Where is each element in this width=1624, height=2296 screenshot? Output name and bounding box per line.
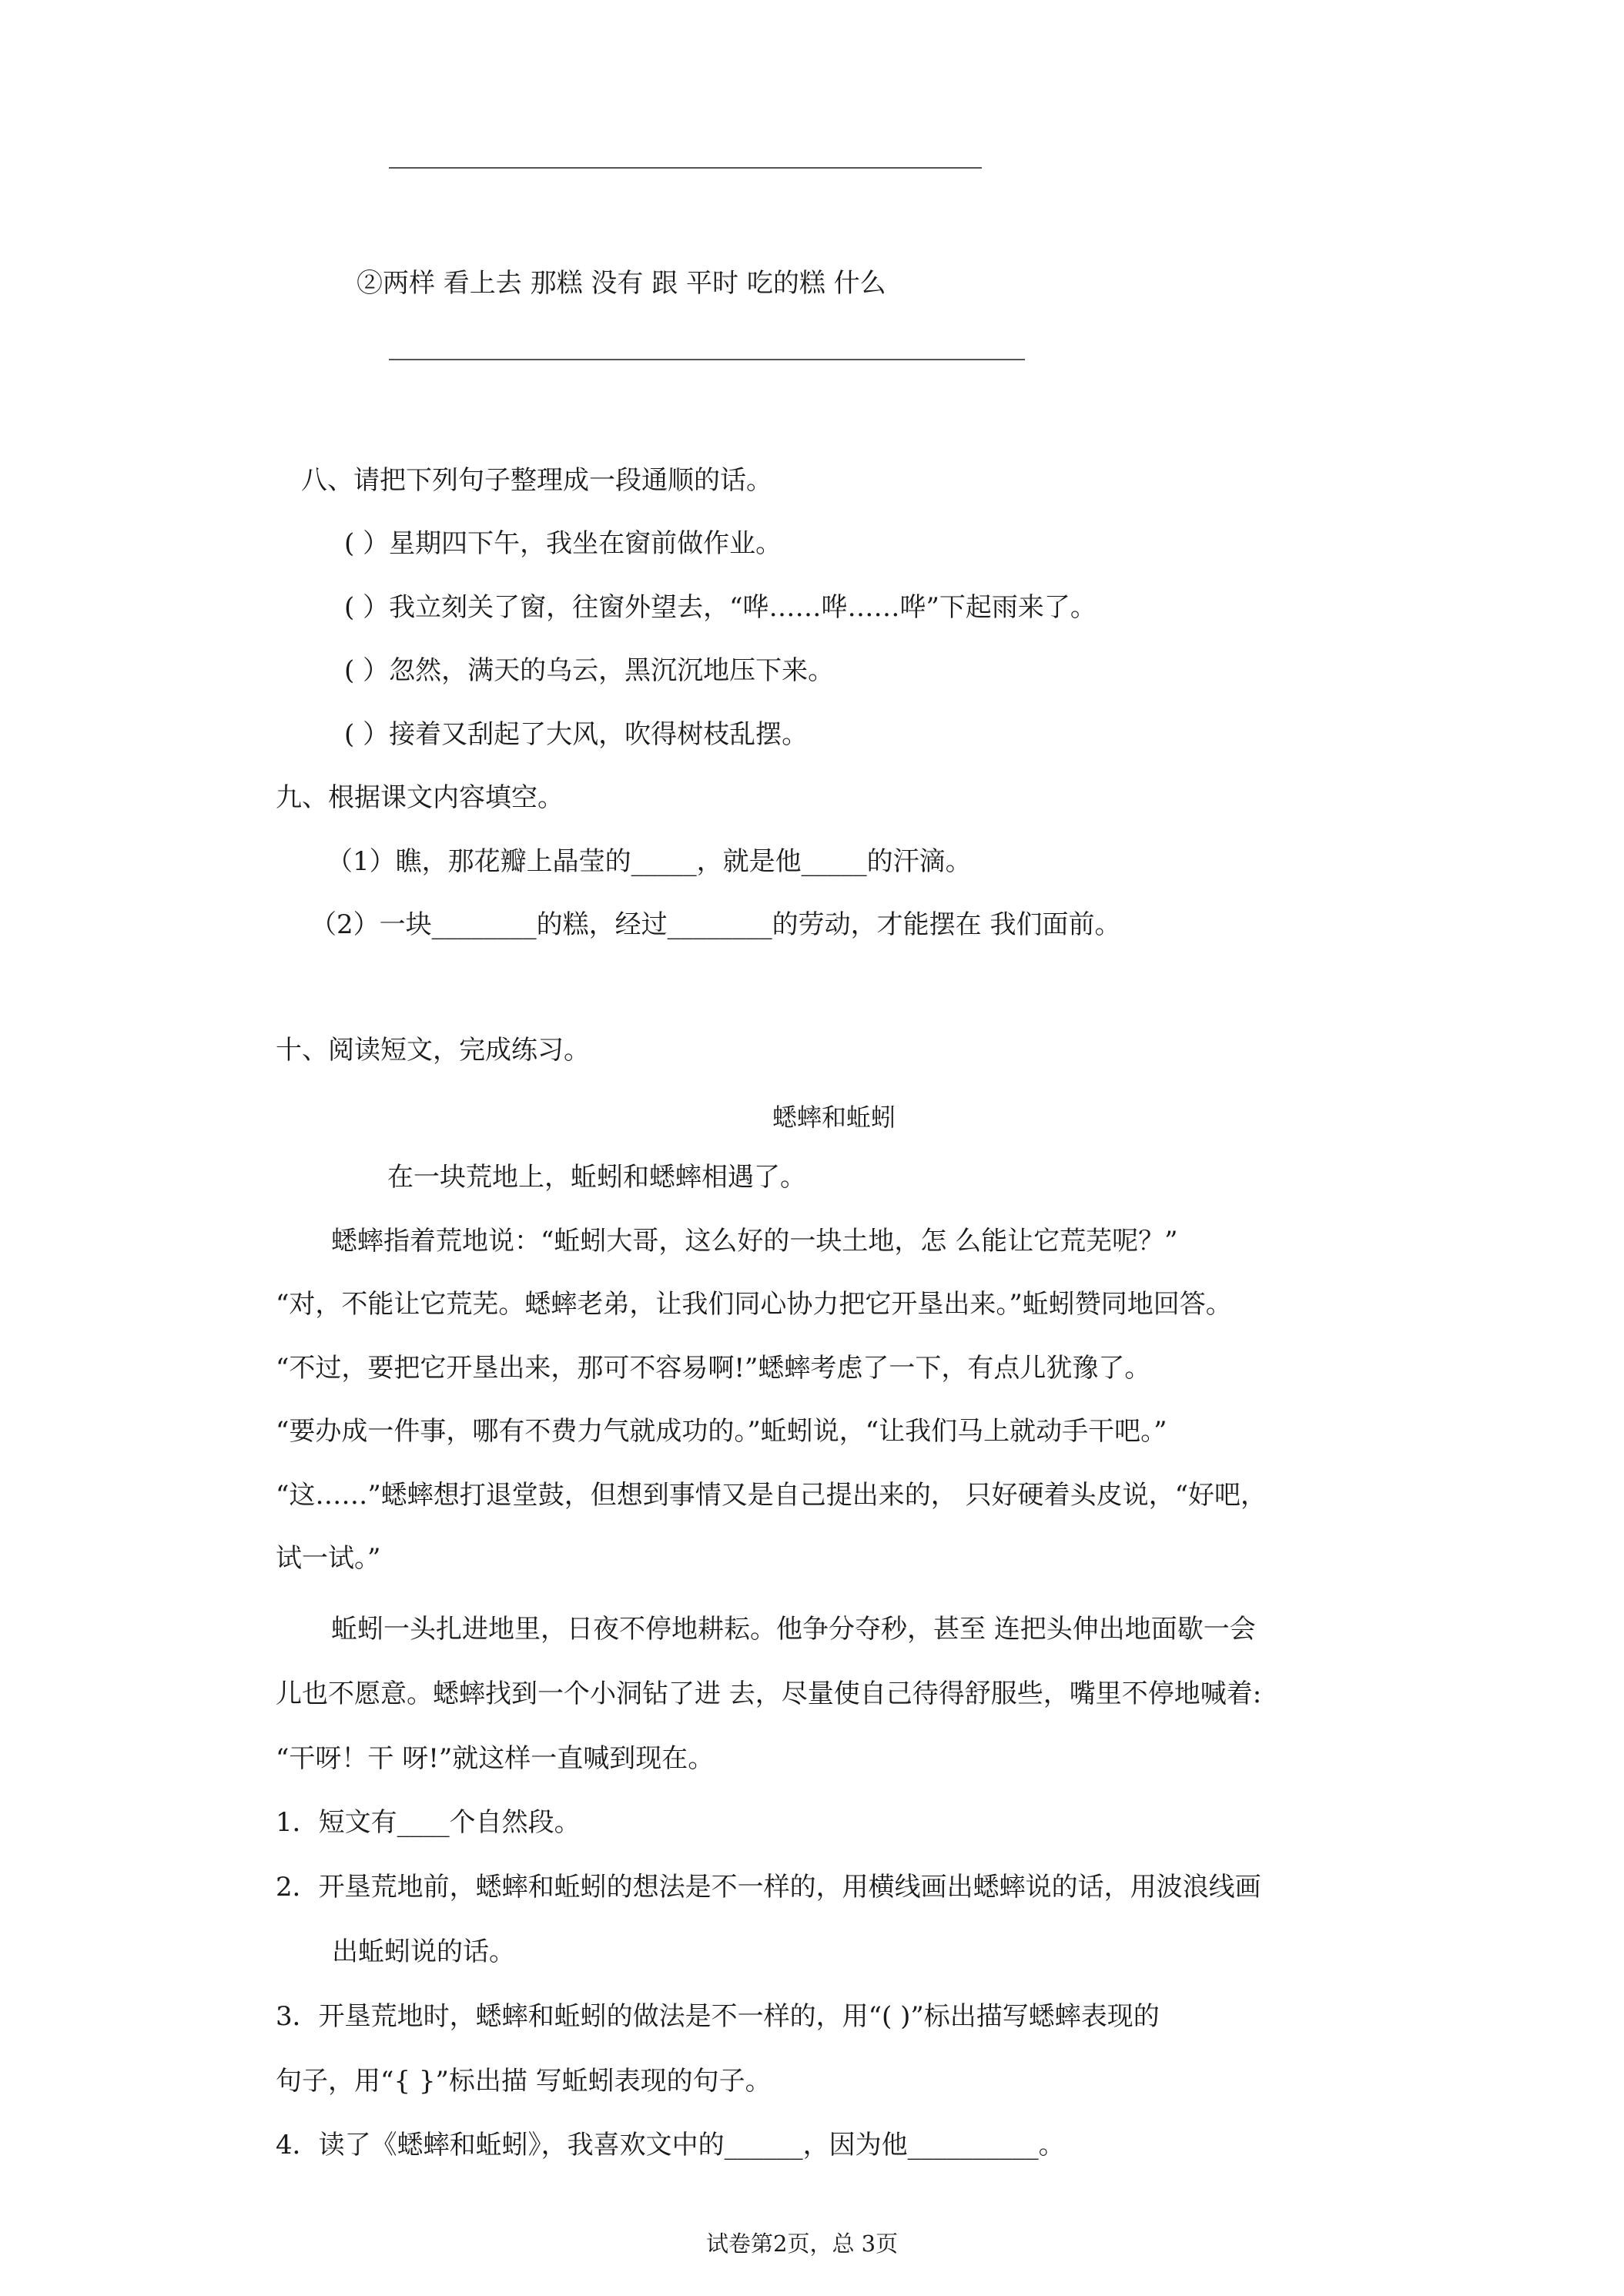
fill-blank-item: （1）瞧，那花瓣上晶莹的_____，就是他_____的汗滴。 — [326, 846, 972, 877]
story-paragraph: 试一试。” — [276, 1543, 381, 1574]
story-paragraph: 儿也不愿意。蟋蟀找到一个小洞钻了进 去，尽量使自己待得舒服些，嘴里不停地喊着: — [276, 1678, 1262, 1709]
answer-line — [389, 359, 1025, 360]
question: 4．读了《蟋蟀和蚯蚓》，我喜欢文中的______，因为他__________。 — [276, 2130, 1065, 2160]
section10-heading: 十、阅读短文，完成练习。 — [276, 1035, 590, 1066]
question-continued: 句子，用“{ }”标出描 写蚯蚓表现的句子。 — [276, 2066, 772, 2097]
section9-heading: 九、根据课文内容填空。 — [276, 782, 564, 813]
story-paragraph: 蚯蚓一头扎进地里，日夜不停地耕耘。他争分夺秒，甚至 连把头伸出地面歇一会 — [331, 1614, 1256, 1645]
fill-blank-item: （2）一块________的糕，经过________的劳动，才能摆在 我们面前。 — [310, 909, 1121, 940]
question-continued: 出蚯蚓说的话。 — [332, 1936, 515, 1967]
section8-heading: 八、请把下列句子整理成一段通顺的话。 — [301, 465, 772, 496]
order-item: ( ）接着又刮起了大风，吹得树枝乱摆。 — [344, 719, 809, 750]
reorder-words-2: ②两样 看上去 那糕 没有 跟 平时 吃的糕 什么 — [357, 268, 886, 299]
order-item: ( ）我立刻关了窗，往窗外望去，“哗……哗……哗”下起雨来了。 — [344, 592, 1097, 623]
story-title: 蟋蟀和蚯蚓 — [772, 1103, 896, 1132]
order-item: ( ）星期四下午，我坐在窗前做作业。 — [344, 528, 782, 559]
page-footer: 试卷第2页，总 3页 — [706, 2231, 899, 2257]
question: 2．开垦荒地前，蟋蟀和蚯蚓的想法是不一样的，用横线画出蟋蟀说的话，用波浪线画 — [276, 1872, 1261, 1903]
order-item: ( ）忽然，满天的乌云，黑沉沉地压下来。 — [344, 655, 835, 686]
story-paragraph: “这……”蟋蟀想打退堂鼓，但想到事情又是自己提出来的， 只好硬着头皮说，“好吧， — [276, 1480, 1267, 1511]
story-paragraph: “干呀！干 呀!”就这样一直喊到现在。 — [276, 1743, 715, 1774]
story-paragraph: “不过，要把它开垦出来，那可不容易啊!”蟋蟀考虑了一下，有点儿犹豫了。 — [276, 1353, 1151, 1384]
story-paragraph: “要办成一件事，哪有不费力气就成功的。”蚯蚓说，“让我们马上就动手干吧。” — [276, 1416, 1167, 1447]
story-paragraph: “对，不能让它荒芜。蟋蟀老弟，让我们同心协力把它开垦出来。”蚯蚓赞同地回答。 — [276, 1289, 1232, 1320]
answer-line — [389, 167, 982, 169]
story-paragraph: 在一块荒地上，蚯蚓和蟋蟀相遇了。 — [387, 1162, 806, 1193]
question: 3．开垦荒地时，蟋蟀和蚯蚓的做法是不一样的，用“( )”标出描写蟋蟀表现的 — [276, 2001, 1160, 2032]
question: 1．短文有____个自然段。 — [276, 1807, 581, 1838]
story-paragraph: 蟋蟀指着荒地说：“蚯蚓大哥，这么好的一块土地，怎 么能让它荒芜呢？” — [331, 1226, 1178, 1257]
